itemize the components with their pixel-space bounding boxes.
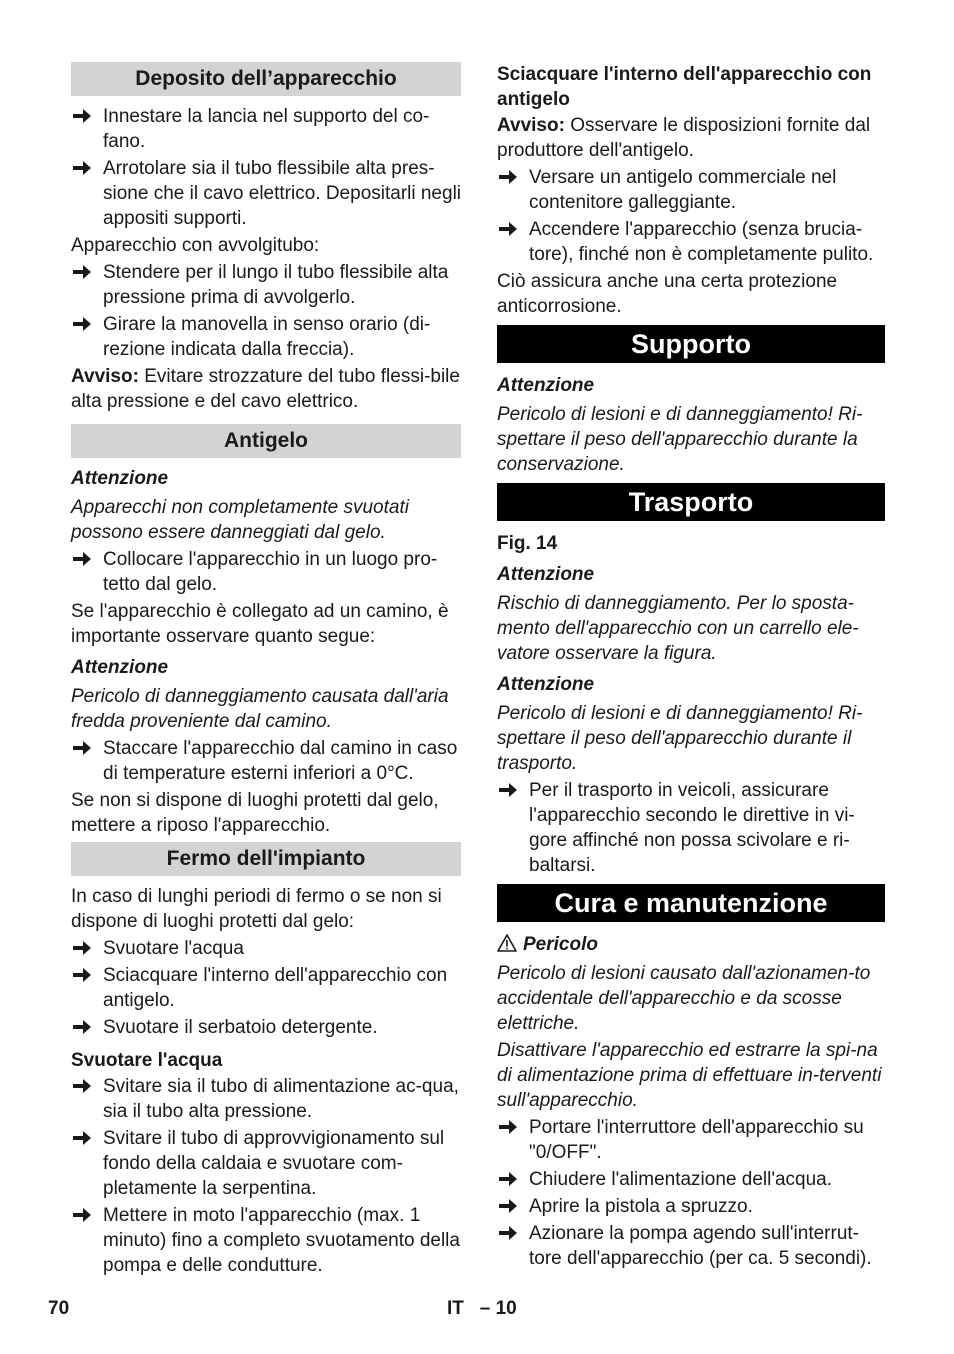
- arrow-right-icon: [73, 1019, 91, 1035]
- arrow-right-icon: [73, 316, 91, 332]
- svuotare-steps: [71, 1074, 461, 1278]
- list-item-text: Stendere per il lungo il tubo flessibile alta pressione prima di avvolgerlo.: [103, 262, 449, 308]
- arrow-right-icon: [499, 1198, 517, 1214]
- arrow-right-icon: [73, 108, 91, 124]
- list-item-text: Staccare l'apparecchio dal camino in caso di temperature esterni inferiori a 0°C.: [103, 738, 458, 784]
- list-item-text: Portare l'interruttore dell'apparecchio su "0/OFF".: [529, 1117, 864, 1163]
- sciacquare-avviso: [497, 113, 885, 163]
- subsection-title-svuotare: Svuotare l'acqua: [71, 1050, 223, 1071]
- list-item: [71, 1074, 461, 1124]
- list-item-text: Versare un antigelo commerciale nel contenitore galleggiante.: [529, 167, 837, 213]
- list-item: [497, 778, 885, 878]
- attention-label: Attenzione: [71, 657, 169, 678]
- arrow-right-icon: [73, 551, 91, 567]
- list-item: [497, 1221, 885, 1271]
- list-item: [71, 156, 461, 231]
- list-item: [71, 1015, 461, 1040]
- list-item-text: Svuotare l'acqua: [103, 938, 244, 959]
- list-item: [497, 217, 885, 267]
- danger-label: [497, 932, 885, 957]
- attention-text: Pericolo di lesioni e di danneggiamento! Ri-spettare il peso dell'apparecchio durante la conservazione.: [497, 404, 863, 475]
- sciacquare-paragraph: Ciò assicura anche una certa protezione anticorrosione.: [497, 271, 838, 317]
- list-item-text: Chiudere l'alimentazione dell'acqua.: [529, 1169, 832, 1190]
- list-item: [71, 963, 461, 1013]
- list-item: [71, 1126, 461, 1201]
- attention-label: Attenzione: [71, 468, 169, 489]
- list-item-text: Aprire la pistola a spruzzo.: [529, 1196, 753, 1217]
- attention-text: Rischio di danneggiamento. Per lo sposta-mento dell'apparecchio con un carrello ele-vatore osservare la figura.: [497, 593, 859, 664]
- left-column: [71, 62, 461, 1280]
- section-title-fermo: Fermo dell'impianto: [71, 842, 461, 876]
- arrow-right-icon: [73, 1207, 91, 1223]
- arrow-right-icon: [73, 1078, 91, 1094]
- list-item-text: Svuotare il serbatoio detergente.: [103, 1017, 378, 1038]
- list-item: [71, 936, 461, 961]
- arrow-right-icon: [499, 221, 517, 237]
- section-title-antigelo: Antigelo: [71, 424, 461, 458]
- arrow-right-icon: [499, 782, 517, 798]
- antigelo-steps: [71, 547, 461, 597]
- list-item-text: Arrotolare sia il tubo flessibile alta pres-sione che il cavo elettrico. Depositarli negli appositi supporti.: [103, 158, 462, 229]
- arrow-right-icon: [73, 160, 91, 176]
- danger-text-2: Disattivare l'apparecchio ed estrarre la spi-na di alimentazione prima di effettuare in-terventi sull'apparecchio.: [497, 1040, 882, 1111]
- attention-label: Attenzione: [497, 674, 595, 695]
- list-item-text: Girare la manovella in senso orario (di-rezione indicata dalla freccia).: [103, 314, 431, 360]
- list-item-text: Svitare sia il tubo di alimentazione ac-qua, sia il tubo alta pressione.: [103, 1076, 459, 1122]
- list-item: [71, 547, 461, 597]
- arrow-right-icon: [499, 1119, 517, 1135]
- attention-label: Attenzione: [497, 375, 595, 396]
- antigelo-paragraph-1: Se l'apparecchio è collegato ad un camino, è importante osservare quanto segue:: [71, 601, 449, 647]
- deposito-note: Apparecchio con avvolgitubo:: [71, 235, 320, 256]
- danger-text-1: Pericolo di lesioni causato dall'azionamen-to accidentale dell'apparecchio e da scosse elettriche.: [497, 963, 871, 1034]
- list-item: [497, 1115, 885, 1165]
- deposito-avviso: [71, 364, 461, 414]
- cura-steps: [497, 1115, 885, 1271]
- list-item-text: Per il trasporto in veicoli, assicurare l'apparecchio secondo le direttive in vi-gore affinché non possa scivolare e ri-baltarsi.: [529, 780, 855, 876]
- arrow-right-icon: [73, 967, 91, 983]
- list-item-text: Collocare l'apparecchio in un luogo pro-tetto dal gelo.: [103, 549, 438, 595]
- section-title-trasporto: Trasporto: [497, 483, 885, 521]
- arrow-right-icon: [499, 169, 517, 185]
- section-title-supporto: Supporto: [497, 325, 885, 363]
- attention-text: Pericolo di lesioni e di danneggiamento! Ri-spettare il peso dell'apparecchio durante il trasporto.: [497, 703, 863, 774]
- arrow-right-icon: [73, 1130, 91, 1146]
- list-item: [497, 1194, 885, 1219]
- list-item-text: Sciacquare l'interno dell'apparecchio con antigelo.: [103, 965, 448, 1011]
- section-title-cura: Cura e manutenzione: [497, 884, 885, 922]
- arrow-right-icon: [73, 264, 91, 280]
- danger-label-text: Pericolo: [523, 934, 598, 955]
- list-item: [497, 165, 885, 215]
- arrow-right-icon: [499, 1225, 517, 1241]
- list-item-text: Accendere l'apparecchio (senza brucia-tore), finché non è completamente pulito.: [529, 219, 874, 265]
- list-item: [71, 736, 461, 786]
- avviso-text: Evitare strozzature del tubo flessi-bile alta pressione e del cavo elettrico.: [71, 366, 460, 412]
- attention-text: Pericolo di danneggiamento causata dall'aria fredda proveniente dal camino.: [71, 686, 449, 732]
- list-item: [71, 260, 461, 310]
- subsection-title-sciacquare: Sciacquare l'interno dell'apparecchio con antigelo: [497, 64, 872, 110]
- trasporto-steps: [497, 778, 885, 878]
- antigelo-steps-2: [71, 736, 461, 786]
- deposito-steps: [71, 104, 461, 231]
- list-item: [71, 1203, 461, 1278]
- list-item: [71, 312, 461, 362]
- list-item-text: Innestare la lancia nel supporto del co-fano.: [103, 106, 430, 152]
- attention-label: Attenzione: [497, 564, 595, 585]
- list-item-text: Svitare il tubo di approvvigionamento sul fondo della caldaia e svuotare com-pletamente la serpentina.: [103, 1128, 445, 1199]
- list-item-text: Mettere in moto l'apparecchio (max. 1 minuto) fino a completo svuotamento della pompa e delle condutture.: [103, 1205, 460, 1276]
- list-item: [497, 1167, 885, 1192]
- page-number: 70: [48, 1298, 70, 1319]
- avviso-label: Avviso:: [71, 366, 139, 387]
- deposito-steps-2: [71, 260, 461, 362]
- attention-text: Apparecchi non completamente svuotati possono essere danneggiati dal gelo.: [71, 497, 409, 543]
- list-item: [71, 104, 461, 154]
- avviso-text: Osservare le disposizioni fornite dal produttore dell'antigelo.: [497, 115, 871, 161]
- figure-reference: Fig. 14: [497, 533, 558, 554]
- avviso-label: Avviso:: [497, 115, 565, 136]
- arrow-right-icon: [73, 740, 91, 756]
- right-column: [497, 62, 885, 1273]
- antigelo-paragraph-2: Se non si dispone di luoghi protetti dal gelo, mettere a riposo l'apparecchio.: [71, 790, 439, 836]
- arrow-right-icon: [73, 940, 91, 956]
- arrow-right-icon: [499, 1171, 517, 1187]
- fermo-paragraph: In caso di lunghi periodi di fermo o se non si dispone di luoghi protetti dal gelo:: [71, 886, 442, 932]
- sciacquare-steps: [497, 165, 885, 267]
- language-page-indicator: IT – 10: [447, 1298, 517, 1319]
- warning-triangle-icon: [497, 934, 517, 952]
- fermo-steps: [71, 936, 461, 1040]
- section-title-deposito: Deposito dell’apparecchio: [71, 62, 461, 96]
- list-item-text: Azionare la pompa agendo sull'interrut-tore dell'apparecchio (per ca. 5 secondi).: [529, 1223, 872, 1269]
